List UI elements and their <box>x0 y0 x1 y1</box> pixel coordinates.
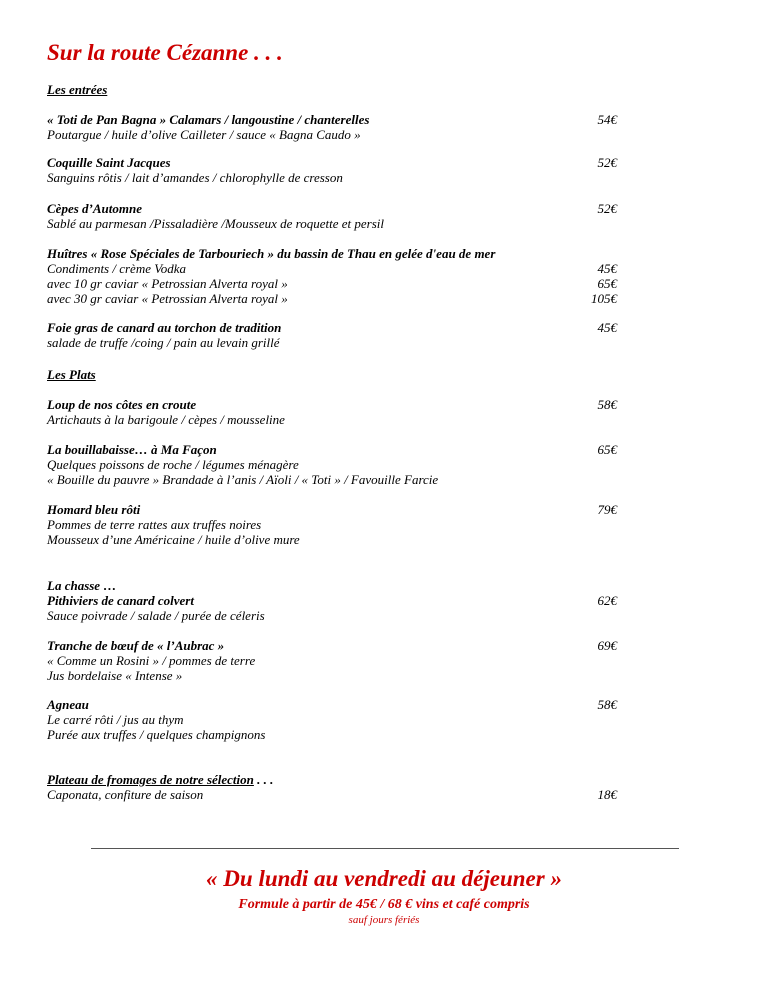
dish-name: Huîtres « Rose Spéciales de Tarbouriech » du bassin de Thau en gelée d'eau de mer <box>47 246 496 261</box>
dish-price: 105€ <box>591 291 617 306</box>
section-heading-entrees: Les entrées <box>47 82 108 97</box>
dish-description: Sablé au parmesan /Pissaladière /Mousseux de roquette et persil <box>47 216 384 231</box>
menu-item <box>47 112 617 142</box>
dish-description: « Comme un Rosini » / pommes de terre <box>47 653 256 668</box>
cheese-price: 18€ <box>597 787 617 802</box>
menu-item <box>47 638 617 683</box>
dish-description: Jus bordelaise « Intense » <box>47 668 183 683</box>
dish-price: 45€ <box>597 320 617 335</box>
menu-item <box>47 502 617 547</box>
dish-name: « Toti de Pan Bagna » Calamars / langoustine / chanterelles <box>47 112 370 127</box>
cheese-title-text: Plateau de fromages de notre sélection <box>47 772 254 787</box>
dish-description: Le carré rôti / jus au thym <box>47 712 184 727</box>
cheese-item <box>47 772 617 802</box>
menu-item <box>47 578 617 623</box>
dish-description: avec 10 gr caviar « Petrossian Alverta royal » <box>47 276 288 291</box>
dish-description: Condiments / crème Vodka <box>47 261 187 276</box>
dish-price: 69€ <box>597 638 617 653</box>
dish-price: 62€ <box>597 593 617 608</box>
dish-description: salade de truffe /coing / pain au levain grillé <box>47 335 280 350</box>
dish-description: Artichauts à la barigoule / cèpes / mousseline <box>47 412 285 427</box>
dish-name: Homard bleu rôti <box>47 502 141 517</box>
menu-item <box>47 697 617 742</box>
menu-item <box>47 442 617 487</box>
menu-item <box>47 320 617 350</box>
footer-note: sauf jours fériés <box>348 914 420 926</box>
dish-description: Quelques poissons de roche / légumes ménagère <box>47 457 299 472</box>
dish-description: Sauce poivrade / salade / purée de céleris <box>47 608 265 623</box>
dish-description: Pommes de terre rattes aux truffes noires <box>47 517 262 532</box>
dish-price: 65€ <box>597 276 617 291</box>
dish-name: Tranche de bœuf de « l’Aubrac » <box>47 638 225 653</box>
dish-name: Loup de nos côtes en croute <box>47 397 197 412</box>
dish-price: 58€ <box>597 697 617 712</box>
dish-category: La chasse … <box>47 578 117 593</box>
dish-price: 65€ <box>597 442 617 457</box>
dish-name: Foie gras de canard au torchon de tradition <box>47 320 282 335</box>
dish-name: La bouillabaisse… à Ma Façon <box>47 442 217 457</box>
cheese-title-dots: . . . <box>253 772 274 787</box>
cheese-description: Caponata, confiture de saison <box>47 787 204 802</box>
dish-price: 54€ <box>597 112 617 127</box>
cheese-title <box>47 772 617 787</box>
menu-item <box>47 246 617 306</box>
menu-item <box>47 201 617 231</box>
section-heading-plats: Les Plats <box>47 367 96 382</box>
dish-name: Agneau <box>47 697 89 712</box>
dish-description: Mousseux d’une Américaine / huile d’olive mure <box>47 532 300 547</box>
dish-description: avec 30 gr caviar « Petrossian Alverta royal » <box>47 291 288 306</box>
dish-description: « Bouille du pauvre » Brandade à l’anis / Aïoli / « Toti » / Favouille Farcie <box>47 472 439 487</box>
dish-name: Cèpes d’Automne <box>47 201 142 216</box>
dish-description: Poutargue / huile d’olive Cailleter / sauce « Bagna Caudo » <box>47 127 361 142</box>
dish-price: 52€ <box>597 201 617 216</box>
dish-name: Pithiviers de canard colvert <box>47 593 194 608</box>
dish-price: 58€ <box>597 397 617 412</box>
dish-description: Sanguins rôtis / lait d’amandes / chlorophylle de cresson <box>47 170 343 185</box>
dish-description: Purée aux truffes / quelques champignons <box>47 727 266 742</box>
menu-item <box>47 397 617 427</box>
dish-name: Coquille Saint Jacques <box>47 155 171 170</box>
footer-subtitle: Formule à partir de 45€ / 68 € vins et café compris <box>238 897 530 912</box>
footer-title: « Du lundi au vendredi au déjeuner » <box>206 866 562 891</box>
divider <box>91 848 679 849</box>
menu-item <box>47 155 617 185</box>
dish-price: 79€ <box>597 502 617 517</box>
menu-title: Sur la route Cézanne . . . <box>47 40 283 65</box>
dish-price: 45€ <box>597 261 617 276</box>
dish-price: 52€ <box>597 155 617 170</box>
